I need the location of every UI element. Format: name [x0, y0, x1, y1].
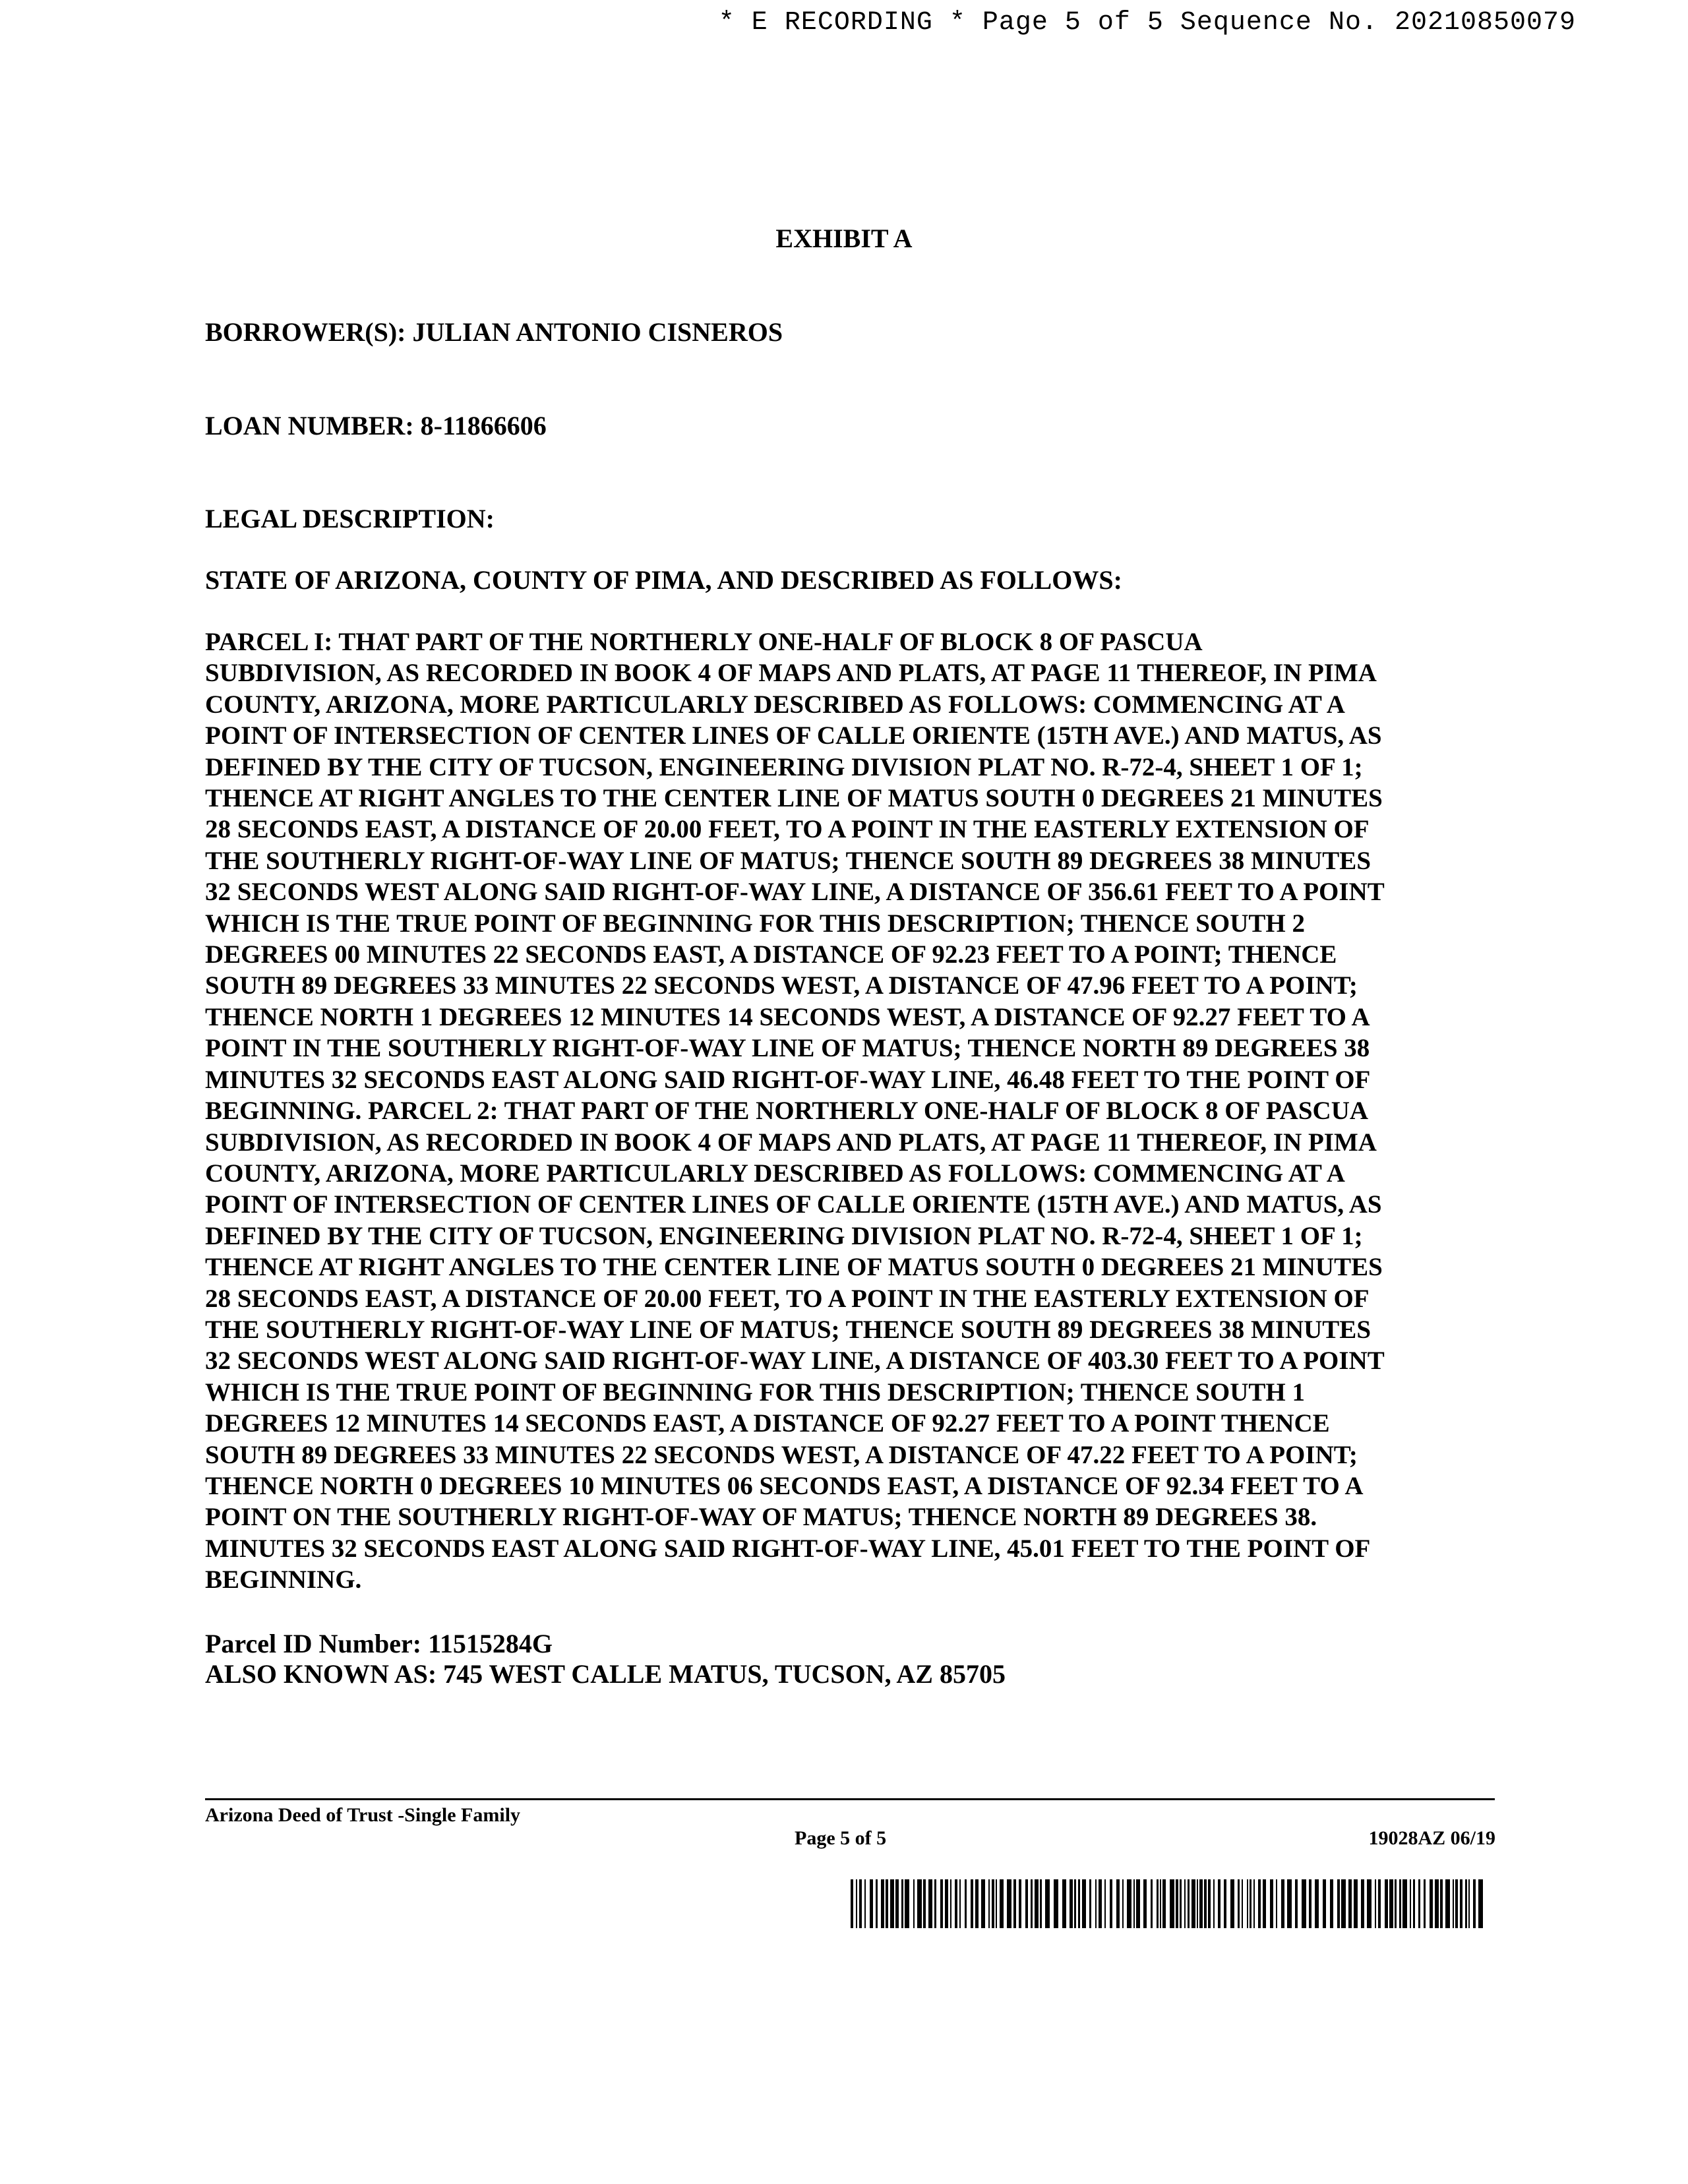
footer-page-number: Page 5 of 5: [795, 1827, 887, 1849]
also-known-as-line: ALSO KNOWN AS: 745 WEST CALLE MATUS, TUCSON, AZ 85705: [205, 1659, 1006, 1689]
state-county-line: STATE OF ARIZONA, COUNTY OF PIMA, AND DESCRIBED AS FOLLOWS:: [205, 565, 1122, 595]
borrower-line: BORROWER(S): JULIAN ANTONIO CISNEROS: [205, 317, 783, 347]
footer-form-code: 19028AZ 06/19: [1368, 1827, 1495, 1849]
legal-description-body: PARCEL I: THAT PART OF THE NORTHERLY ONE-HALF OF BLOCK 8 OF PASCUA SUBDIVISION, AS RECORDED IN BOOK 4 OF MAPS AND PLATS, AT PAGE 11 THEREOF, IN PIMA COUNTY, ARIZONA, MORE PARTICULARLY DESCRIBED AS FOLLOWS: COMMENCING AT A POINT OF INTERSECTION OF CENTER LINES OF CALLE ORIENTE (15TH AVE.) AND MATUS, AS DEFINED BY THE CITY OF TUCSON, ENGINEERING DIVISION PLAT NO. R-72-4, SHEET 1 OF 1; THENCE AT RIGHT ANGLES TO THE CENTER LINE OF MATUS SOUTH 0 DEGREES 21 MINUTES 28 SECONDS EAST, A DISTANCE OF 20.00 FEET, TO A POINT IN THE EASTERLY EXTENSION OF THE SOUTHERLY RIGHT-OF-WAY LINE OF MATUS; THENCE SOUTH 89 DEGREES 38 MINUTES 32 SECONDS WEST ALONG SAID RIGHT-OF-WAY LINE, A DISTANCE OF 356.61 FEET TO A POINT WHICH IS THE TRUE POINT OF BEGINNING FOR THIS DESCRIPTION; THENCE SOUTH 2 DEGREES 00 MINUTES 22 SECONDS EAST, A DISTANCE OF 92.23 FEET TO A POINT; THENCE SOUTH 89 DEGREES 33 MINUTES 22 SECONDS WEST, A DISTANCE OF 47.96 FEET TO A POINT; THENCE NORTH 1 DEGREES 12 MINUTES 14 SECONDS WEST, A DISTANCE OF 92.27 FEET TO A POINT IN THE SOUTHERLY RIGHT-OF-WAY LINE OF MATUS; THENCE NORTH 89 DEGREES 38 MINUTES 32 SECONDS EAST ALONG SAID RIGHT-OF-WAY LINE, 46.48 FEET TO THE POINT OF BEGINNING. PARCEL 2: THAT PART OF THE NORTHERLY ONE-HALF OF BLOCK 8 OF PASCUA SUBDIVISION, AS RECORDED IN BOOK 4 OF MAPS AND PLATS, AT PAGE 11 THEREOF, IN PIMA COUNTY, ARIZONA, MORE PARTICULARLY DESCRIBED AS FOLLOWS: COMMENCING AT A POINT OF INTERSECTION OF CENTER LINES OF CALLE ORIENTE (15TH AVE.) AND MATUS, AS DEFINED BY THE CITY OF TUCSON, ENGINEERING DIVISION PLAT NO. R-72-4, SHEET 1 OF 1; THENCE AT RIGHT ANGLES TO THE CENTER LINE OF MATUS SOUTH 0 DEGREES 21 MINUTES 28 SECONDS EAST, A DISTANCE OF 20.00 FEET, TO A POINT IN THE EASTERLY EXTENSION OF THE SOUTHERLY RIGHT-OF-WAY LINE OF MATUS; THENCE SOUTH 89 DEGREES 38 MINUTES 32 SECONDS WEST ALONG SAID RIGHT-OF-WAY LINE, A DISTANCE OF 403.30 FEET TO A POINT WHICH IS THE TRUE POINT OF BEGINNING FOR THIS DESCRIPTION; THENCE SOUTH 1 DEGREES 12 MINUTES 14 SECONDS EAST, A DISTANCE OF 92.27 FEET TO A POINT THENCE SOUTH 89 DEGREES 33 MINUTES 22 SECONDS WEST, A DISTANCE OF 47.22 FEET TO A POINT; THENCE NORTH 0 DEGREES 10 MINUTES 06 SECONDS EAST, A DISTANCE OF 92.34 FEET TO A POINT ON THE SOUTHERLY RIGHT-OF-WAY OF MATUS; THENCE NORTH 89 DEGREES 38. MINUTES 32 SECONDS EAST ALONG SAID RIGHT-OF-WAY LINE, 45.01 FEET TO THE POINT OF BEGINNING.: [205, 628, 1385, 1594]
loan-number-line: LOAN NUMBER: 8-11866606: [205, 411, 547, 440]
parcel-id-line: Parcel ID Number: 11515284G: [205, 1629, 553, 1658]
exhibit-title: EXHIBIT A: [775, 224, 913, 253]
legal-description-heading: LEGAL DESCRIPTION:: [205, 504, 495, 533]
footer-divider: [205, 1798, 1495, 1800]
barcode-icon: [851, 1879, 1488, 1928]
footer-form-name: Arizona Deed of Trust -Single Family: [205, 1804, 521, 1826]
recording-header: * E RECORDING * Page 5 of 5 Sequence No. 20210850079: [718, 8, 1576, 38]
